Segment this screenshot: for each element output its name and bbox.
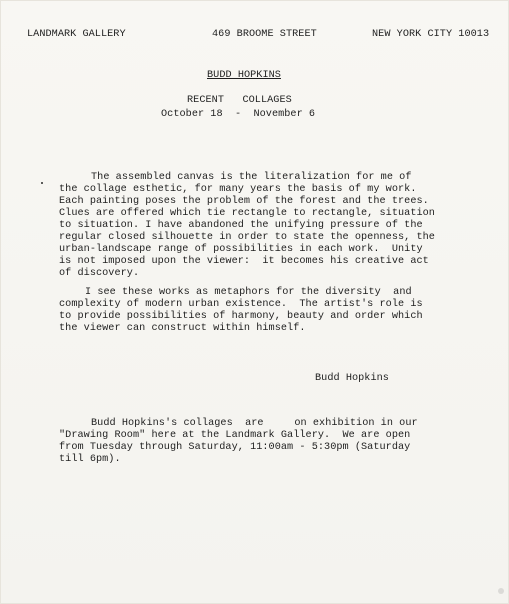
- signature: Budd Hopkins: [315, 373, 389, 384]
- paragraph-2-line-4: the viewer can construct within himself.: [59, 323, 306, 334]
- paragraph-1-line-8: is not imposed upon the viewer: it becomes his creative act: [59, 256, 429, 267]
- paragraph-1-line-5: to situation. I have abandoned the unifying pressure of the: [59, 220, 423, 231]
- paragraph-1-line-2: the collage esthetic, for many years the basis of my work.: [59, 184, 417, 195]
- paragraph-1-line-3: Each painting poses the problem of the forest and the trees.: [59, 196, 429, 207]
- paragraph-1-line-1: The assembled canvas is the literalization for me of: [91, 172, 412, 183]
- exhibition-info-paragraph: [59, 418, 449, 466]
- paragraph-3-line-3: from Tuesday through Saturday, 11:00am - 5:30pm (Saturday: [59, 442, 411, 453]
- paragraph-2-line-3: to provide possibilities of harmony, beauty and order which: [59, 311, 423, 322]
- paragraph-1-line-9: of discovery.: [59, 268, 140, 279]
- exhibition-subtitle: RECENT COLLAGES: [187, 95, 292, 106]
- gallery-address: 469 BROOME STREET: [212, 29, 317, 40]
- paragraph-3-line-4: till 6pm).: [59, 454, 121, 465]
- paragraph-1-line-4: Clues are offered which tie rectangle to rectangle, situation: [59, 208, 435, 219]
- gallery-city: NEW YORK CITY 10013: [372, 29, 490, 40]
- artist-title: BUDD HOPKINS: [207, 70, 281, 81]
- paragraph-3-line-1: Budd Hopkins's collages are on exhibition in our: [91, 418, 418, 429]
- paragraph-2-line-1: I see these works as metaphors for the diversity and: [85, 287, 412, 298]
- paragraph-3-line-2: "Drawing Room" here at the Landmark Gallery. We are open: [59, 430, 411, 441]
- paragraph-1-line-6: regular closed silhouette in order to state the openness, the: [59, 232, 435, 243]
- statement-paragraph-1: [59, 172, 449, 280]
- gallery-name: LANDMARK GALLERY: [27, 29, 126, 40]
- paragraph-2-line-2: complexity of modern urban existence. The artist's role is: [59, 299, 423, 310]
- margin-dot: [41, 182, 43, 184]
- statement-paragraph-2: [59, 287, 449, 335]
- exhibition-dates: October 18 - November 6: [161, 109, 316, 120]
- paper-smudge: [498, 588, 504, 594]
- paragraph-1-line-7: urban-landscape range of possibilities in each work. Unity: [59, 244, 423, 255]
